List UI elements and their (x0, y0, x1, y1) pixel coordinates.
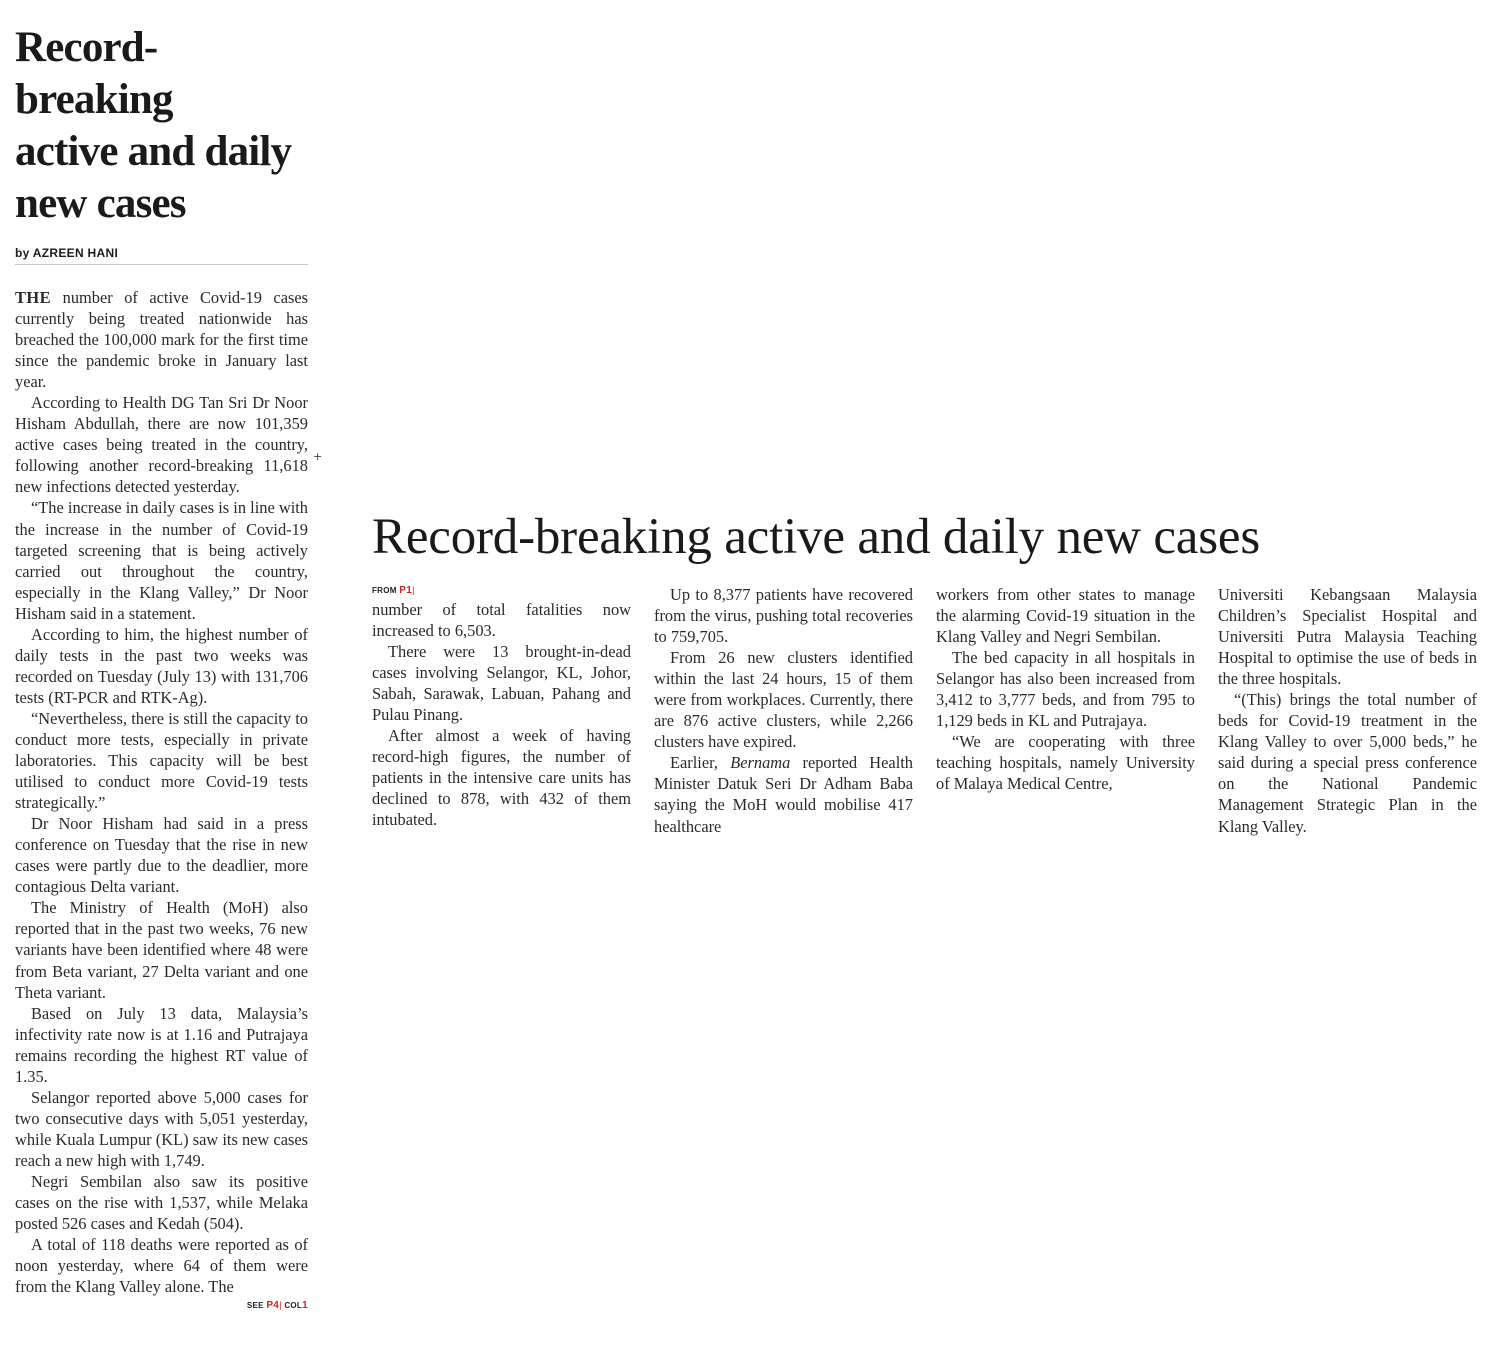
paragraph: “Nevertheless, there is still the capacity to conduct more tests, especially in private laboratories. This capacity will be best utilised to conduct more Covid-19 tests strategically.” (15, 708, 308, 813)
front-body (15, 287, 308, 1297)
column-body (654, 584, 913, 837)
continued-headline: Record-breaking active and daily new cases (372, 509, 1260, 565)
from-page: P1 (399, 585, 413, 596)
paragraph (654, 752, 913, 836)
text-run: reported Health Minister Datuk Seri Dr Adham Baba saying the MoH would mobilise 417 healthcare (654, 753, 913, 836)
lead-paragraph (15, 287, 308, 392)
see-col-label: COL (284, 1301, 303, 1311)
column-body (936, 584, 1195, 794)
paragraph: According to him, the highest number of daily tests in the past two weeks was recorded on Tuesday (July 13) with 131,706 tests (RT-PCR and RTK-Ag). (15, 624, 308, 707)
headline-line: active and daily (15, 128, 292, 175)
paragraph: workers from other states to manage the alarming Covid-19 situation in the Klang Valley and Negri Sembilan. (936, 585, 1195, 647)
paragraph: Selangor reported above 5,000 cases for two consecutive days with 5,051 yesterday, while Kuala Lumpur (KL) saw its new cases reach a new high with 1,749. (15, 1087, 308, 1170)
paragraph: Universiti Kebangsaan Malaysia Children’s Specialist Hospital and Universiti Putra Malaysia Teaching Hospital to optimise the use of beds in the three hospitals. (1218, 585, 1477, 689)
see-col-num: 1 (302, 1300, 308, 1312)
lead-text: number of active Covid-19 cases currently being treated nationwide has breached the 100,000 mark for the first time since the pandemic broke in January last year. (15, 288, 308, 392)
source-name: Bernama (730, 753, 791, 773)
column-body (372, 599, 631, 831)
front-headline (15, 22, 308, 230)
continued-column-4 (1218, 584, 1477, 837)
paragraph: The Ministry of Health (MoH) also reported that in the past two weeks, 76 new variants have been identified where 48 were from Beta variant, 27 Delta variant and one Theta variant. (15, 898, 308, 1002)
headline-line: new cases (15, 180, 186, 227)
paragraph: According to Health DG Tan Sri Dr Noor Hisham Abdullah, there are now 101,359 active cases being treated in the country, following another record-breaking 11,618 new infections detected yesterday. (15, 393, 308, 497)
paragraph: After almost a week of having record-high figures, the number of patients in the intensive care units has declined to 878, with 432 of them intubated. (372, 726, 631, 830)
paragraph: From 26 new clusters identified within the last 24 hours, 15 of them were from workplaces. Currently, there are 876 active clusters, while 2,266 clusters have expired. (654, 648, 913, 752)
paragraph: There were 13 brought-in-dead cases involving Selangor, KL, Johor, Sabah, Sarawak, Labuan, Pahang and Pulau Pinang. (372, 642, 631, 725)
paragraph: A total of 118 deaths were reported as of noon yesterday, where 64 of them were from the Klang Valley alone. The (15, 1235, 308, 1297)
column-body (1218, 584, 1477, 837)
paragraph: The bed capacity in all hospitals in Selangor has also been increased from 3,412 to 3,777 beds, and from 795 to 1,129 beds in KL and Putrajaya. (936, 648, 1195, 731)
paragraph: “The increase in daily cases is in line with the increase in the number of Covid-19 targeted screening that is being actively carried out throughout the country, especially in the Klang Valley,” Dr Noor Hisham said in a statement. (15, 498, 308, 623)
byline: by AZREEN HANI (15, 246, 308, 265)
headline-line: Record-breaking (15, 24, 173, 123)
continued-column-3 (936, 584, 1195, 794)
front-page-story (15, 22, 308, 1311)
paragraph: Negri Sembilan also saw its positive cases on the rise with 1,537, while Melaka posted 526 cases and Kedah (504). (15, 1171, 308, 1234)
text-run: Earlier, (670, 753, 731, 773)
paragraph: “We are cooperating with three teaching hospitals, namely University of Malaya Medical Centre, (936, 732, 1195, 794)
continued-from-line[interactable]: FROM P1| (372, 585, 415, 596)
paragraph: “(This) brings the total number of beds for Covid-19 treatment in the Klang Valley to over 5,000 beds,” he said during a special press conference on the National Pandemic Management Strategic Plan in the Klang Valley. (1218, 690, 1477, 836)
see-page: P4 (266, 1300, 280, 1312)
paragraph: Based on July 13 data, Malaysia’s infectivity rate now is at 1.16 and Putrajaya remains recording the highest RT value of 1.35. (15, 1003, 308, 1086)
paragraph: number of total fatalities now increased to 6,503. (372, 600, 631, 641)
lead-word: THE (15, 288, 52, 307)
plus-mark-icon: + (313, 450, 323, 463)
continued-column-2 (654, 584, 913, 837)
see-label: SEE (246, 1301, 264, 1311)
continued-see-line[interactable]: SEE P4| COL1 (246, 1300, 308, 1312)
continued-column-1 (372, 584, 631, 831)
from-label: FROM (372, 586, 397, 595)
paragraph: Up to 8,377 patients have recovered from the virus, pushing total recoveries to 759,705. (654, 585, 913, 647)
paragraph: Dr Noor Hisham had said in a press conference on Tuesday that the rise in new cases were partly due to the deadlier, more contagious Delta variant. (15, 814, 308, 897)
